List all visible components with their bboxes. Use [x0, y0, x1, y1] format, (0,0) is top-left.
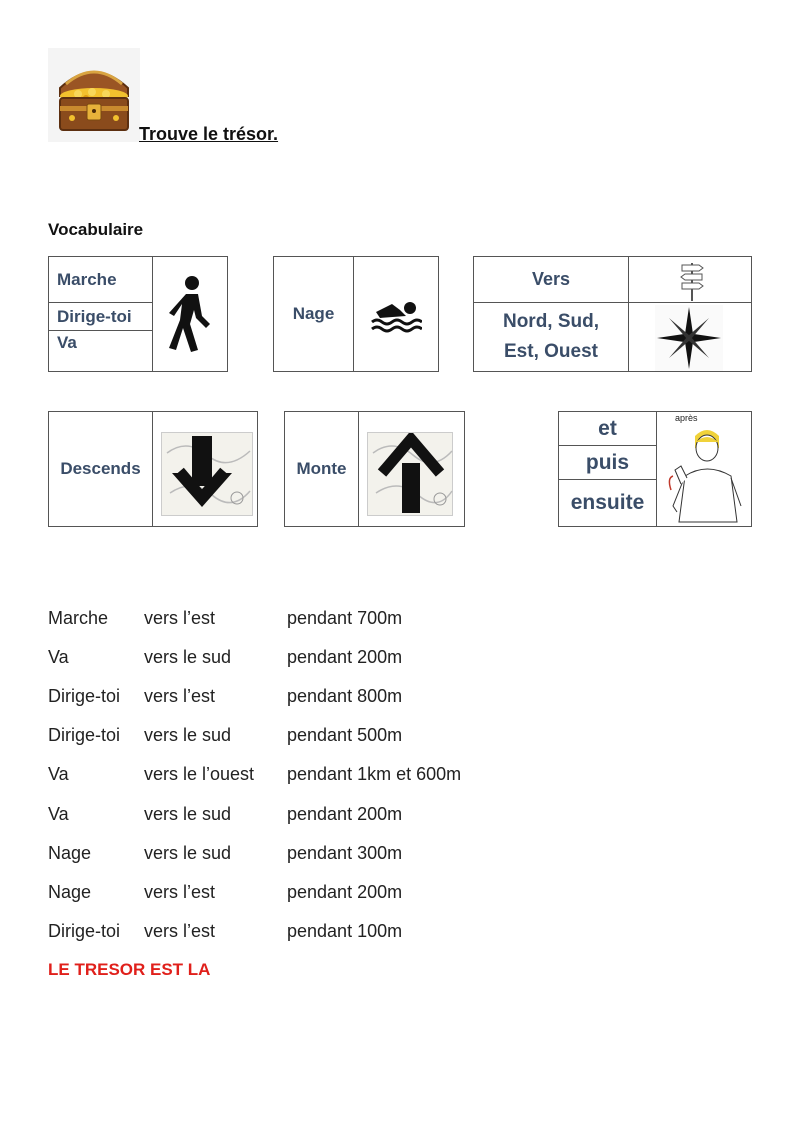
- vocab-card-sequence: [558, 411, 752, 527]
- direction-distance: pendant 800m: [287, 686, 403, 706]
- direction-heading: vers l’est: [144, 921, 216, 941]
- apres-label: après: [675, 413, 698, 423]
- direction-verb: Va: [48, 764, 69, 784]
- direction-distance: pendant 700m: [287, 608, 403, 628]
- page-title: Trouve le trésor.: [139, 124, 279, 144]
- direction-heading: vers l’est: [144, 686, 216, 706]
- direction-heading: vers le l’ouest: [144, 764, 255, 784]
- treasure-chest-icon: [48, 48, 140, 142]
- direction-verb: Dirige-toi: [48, 921, 121, 941]
- word-cardinals-line2: Est, Ouest: [504, 341, 598, 362]
- treasure-found-text: LE TRESOR EST LA: [48, 960, 211, 979]
- direction-heading: vers l’est: [144, 882, 216, 902]
- word-ensuite: ensuite: [570, 491, 645, 514]
- word-marche: Marche: [57, 269, 117, 289]
- word-puis: puis: [585, 450, 630, 474]
- direction-verb: Dirige-toi: [48, 725, 121, 745]
- direction-verb: Marche: [48, 608, 109, 628]
- direction-heading: vers l’est: [144, 608, 216, 628]
- vocab-card-towards: [473, 256, 752, 372]
- direction-verb: Va: [48, 804, 69, 824]
- compass-rose-icon: [655, 305, 723, 371]
- direction-distance: pendant 500m: [287, 725, 403, 745]
- direction-distance: pendant 200m: [287, 804, 403, 824]
- arrow-up-map-icon: [359, 412, 464, 526]
- vocab-card-down: [48, 411, 258, 527]
- word-et: et: [598, 416, 617, 440]
- direction-verb: Nage: [48, 882, 92, 902]
- direction-distance: pendant 300m: [287, 843, 403, 863]
- arrow-down-map-icon: [153, 412, 257, 526]
- direction-verb: Va: [48, 647, 69, 667]
- vocab-card-swim: [273, 256, 439, 372]
- walking-person-icon: [153, 257, 227, 371]
- word-vers: Vers: [531, 269, 571, 289]
- word-monte: Monte: [296, 459, 347, 478]
- swimmer-icon: [354, 257, 438, 371]
- direction-verb: Dirige-toi: [48, 686, 121, 706]
- vocab-card-walk: [48, 256, 228, 372]
- word-cardinals-line1: Nord, Sud,: [502, 311, 600, 332]
- walk-words: [49, 257, 153, 371]
- vocabulary-heading: Vocabulaire: [48, 220, 144, 239]
- direction-distance: pendant 1km et 600m: [287, 764, 462, 784]
- direction-heading: vers le sud: [144, 804, 232, 824]
- word-dirige-toi: Dirige-toi: [57, 306, 132, 326]
- word-descends: Descends: [60, 459, 141, 478]
- direction-heading: vers le sud: [144, 843, 232, 863]
- word-nage: Nage: [292, 304, 335, 323]
- word-va: Va: [57, 333, 77, 352]
- direction-heading: vers le sud: [144, 725, 232, 745]
- vocab-card-up: [284, 411, 465, 527]
- signpost-icon: [679, 259, 705, 301]
- direction-distance: pendant 200m: [287, 647, 403, 667]
- direction-heading: vers le sud: [144, 647, 232, 667]
- direction-distance: pendant 100m: [287, 921, 403, 941]
- apres-sign-person-icon: [657, 412, 751, 526]
- direction-verb: Nage: [48, 843, 92, 863]
- direction-distance: pendant 200m: [287, 882, 403, 902]
